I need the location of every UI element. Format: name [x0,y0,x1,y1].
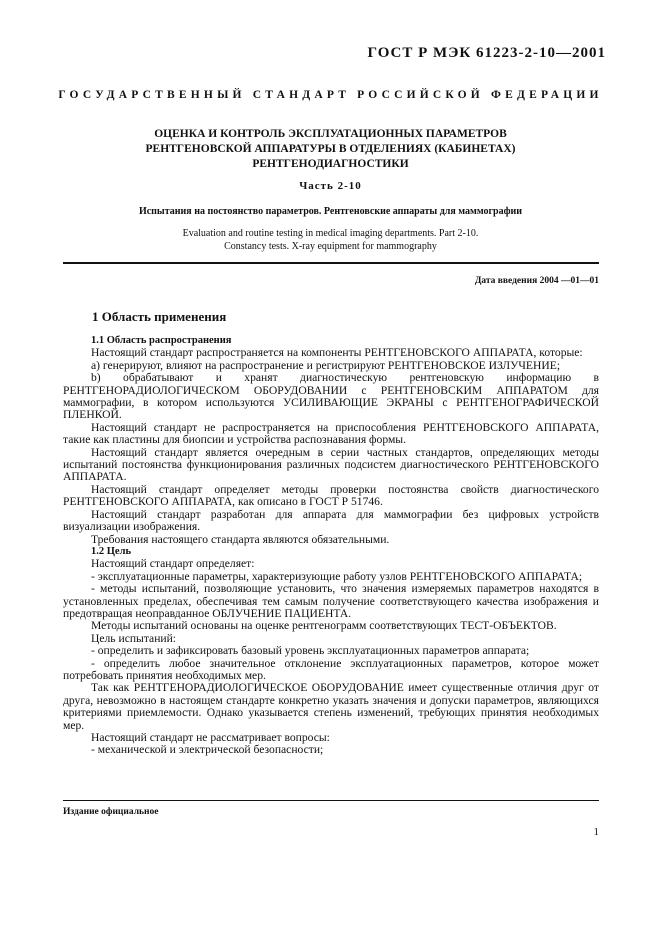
paragraph: - методы испытаний, позволяющие установить, что значения измеряемых параметров находятся в установленных пределах, обеспечивая тем самым получение соответствующего качества изображения и предотвращая неоправданное ОБЛУЧЕНИЕ ПАЦИЕНТА. [63,582,599,620]
subtitle: Испытания на постоянство параметров. Рентгеновские аппараты для маммографии [138,206,523,217]
paragraph: Настоящий стандарт определяет методы проверки постоянства свойств диагностического РЕНТГЕНОВСКОГО АППАРАТА, как описано в ГОСТ Р 51746. [63,482,599,509]
title-line-1: ОЦЕНКА И КОНТРОЛЬ ЭКСПЛУАТАЦИОННЫХ ПАРАМЕТРОВ [154,128,507,140]
section-heading: 1 Область применения [92,309,227,324]
paragraph: - определить любое значительное отклонение эксплуатационных параметров, которое может потребовать принятия необходимых мер. [63,656,599,682]
english-title-line-1: Evaluation and routine testing in medical imaging departments. Part 2-10. [182,228,479,239]
paragraph: Настоящий стандарт является очередным в серии частных стандартов, определяющих методы испытаний постоянства функционирования различных подсистем диагностического РЕНТГЕНОВСКОГО АППАРАТА. [63,445,599,484]
english-title-line-2: Constancy tests. X-ray equipment for mammography [224,241,437,252]
paragraph: Настоящий стандарт распространяется на компоненты РЕНТГЕНОВСКОГО АППАРАТА, которые: [91,346,583,360]
paragraph: Настоящий стандарт не рассматривает вопросы: [91,731,330,744]
document-title [60,127,601,172]
introduction-date: Дата введения 2004 —01—01 [474,276,599,286]
paragraph: - определить и зафиксировать базовый уровень эксплуатационных параметров аппарата; [91,644,530,658]
subsection-heading: 1.1 Область распространения [91,335,232,346]
footer-divider [63,800,599,801]
body-text [63,335,599,757]
paragraph: - механической и электрической безопасности; [91,743,324,757]
paragraph: Настоящий стандарт разработан для аппарата для маммографии без цифровых устройств визуализации изображения. [63,507,599,534]
paragraph: а) генерируют, влияют на распространение и регистрируют РЕНТГЕНОВСКОЕ ИЗЛУЧЕНИЕ; [91,358,561,372]
gost-number: ГОСТ Р МЭК 61223-2-10—2001 [367,45,606,61]
paragraph: Настоящий стандарт не распространяется на приспособления РЕНТГЕНОВСКОГО АППАРАТА, такие как пластины для биопсии и устройства распознавания формы. [63,420,599,447]
paragraph: - эксплуатационные параметры, характеризующие работу узлов РЕНТГЕНОВСКОГО АППАРАТА; [91,569,583,583]
title-line-3: РЕНТГЕНОДИАГНОСТИКИ [252,158,409,170]
header-divider [63,262,599,264]
official-edition-label: Издание официальное [63,807,159,817]
page-number: 1 [593,826,599,838]
paragraph: Настоящий стандарт определяет: [91,557,255,571]
subsection-heading: 1.2 Цель [91,545,132,557]
part-label: Часть 2-10 [299,180,362,192]
paragraph: Требования настоящего стандарта являются обязательными. [91,532,390,546]
paragraph: b) обрабатывают и хранят диагностическую рентгеновскую информацию в РЕНТГЕНОРАДИОЛОГИЧЕСКОМ ОБОРУДОВАНИИ с РЕНТГЕНОВСКИМ АППАРАТОМ для маммографии, в котором используются УСИЛИВАЮЩИЕ ЭКРАНЫ с РЕНТГЕНОГРАФИЧЕСКОЙ ПЛЕНКОЙ. [63,371,599,422]
paragraph: Цель испытаний: [91,631,177,645]
paragraph: Так как РЕНТГЕНОРАДИОЛОГИЧЕСКОЕ ОБОРУДОВАНИЕ имеет существенные отличия друг от друга, невозможно в настоящем стандарте конкретно указать значения и допуски параметров, являющихся критериями приемлемости. Однако указывается степень изменений, требующих принятия необходимых мер. [63,681,599,732]
title-line-2: РЕНТГЕНОВСКОЙ АППАРАТУРЫ В ОТДЕЛЕНИЯХ (КАБИНЕТАХ) [145,143,516,155]
paragraph: Методы испытаний основаны на оценке рентгенограмм соответствующих ТЕСТ-ОБЪЕКТОВ. [91,619,557,633]
english-title [60,227,601,253]
state-standard-header: ГОСУДАРСТВЕННЫЙ СТАНДАРТ РОССИЙСКОЙ ФЕДЕРАЦИИ [58,89,603,101]
